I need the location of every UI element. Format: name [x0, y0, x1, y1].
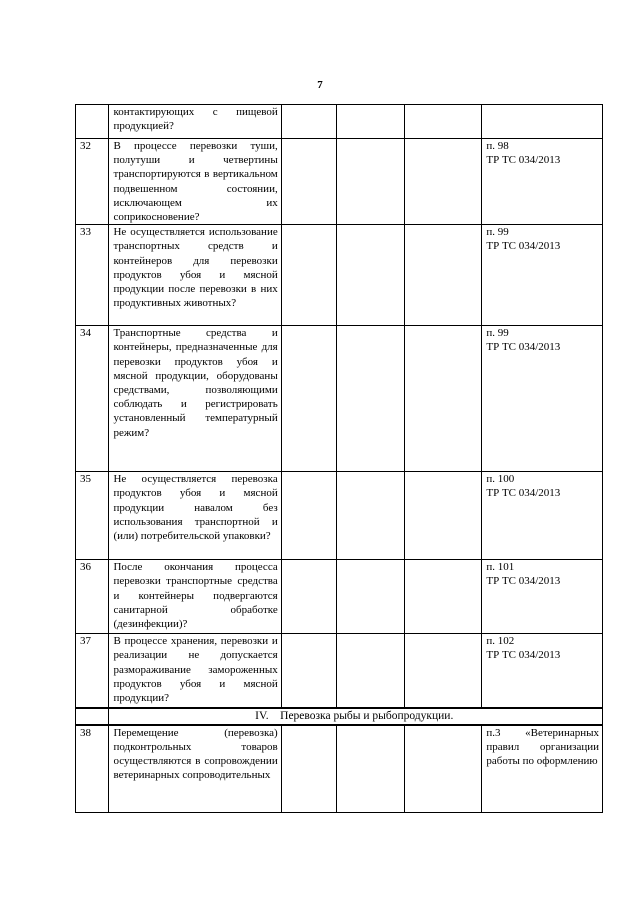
- section-empty-cell: [76, 708, 109, 725]
- table-row: [76, 634, 603, 708]
- answer-cell-no: [337, 560, 405, 634]
- checklist-table: [75, 104, 603, 813]
- answer-cell-na: [405, 225, 482, 326]
- table-row: [76, 225, 603, 326]
- reference-cell: п. 98 ТР ТС 034/2013: [482, 139, 603, 225]
- table-row: [76, 725, 603, 813]
- question-text: Не осуществляется перевозка продуктов убоя и мясной продукции навалом без использования транспортной и (или) потребительской упаковки?: [109, 472, 281, 560]
- answer-cell-yes: [281, 472, 337, 560]
- row-number: 36: [76, 560, 109, 634]
- reference-cell: п. 100 ТР ТС 034/2013: [482, 472, 603, 560]
- reference-cell: п. 102 ТР ТС 034/2013: [482, 634, 603, 708]
- answer-cell-no: [337, 326, 405, 472]
- section-numeral: IV.: [255, 709, 269, 722]
- table-row: [76, 472, 603, 560]
- table-row: [76, 326, 603, 472]
- reference-cell: п. 101 ТР ТС 034/2013: [482, 560, 603, 634]
- answer-cell-no: [337, 725, 405, 813]
- answer-cell-yes: [281, 725, 337, 813]
- answer-cell-no: [337, 634, 405, 708]
- answer-cell-yes: [281, 560, 337, 634]
- answer-cell-no: [337, 139, 405, 225]
- table-row: [76, 560, 603, 634]
- answer-cell-yes: [281, 326, 337, 472]
- row-number: 35: [76, 472, 109, 560]
- answer-cell-na: [405, 725, 482, 813]
- section-header-row: [76, 708, 603, 725]
- answer-cell-yes: [281, 105, 337, 139]
- answer-cell-na: [405, 105, 482, 139]
- answer-cell-na: [405, 560, 482, 634]
- reference-cell: п.3 «Ветеринарных правил организации работы по оформлению: [482, 725, 603, 813]
- question-text: После окончания процесса перевозки транспортные средства и контейнеры подвергаются санитарной обработке (дезинфекции)?: [109, 560, 281, 634]
- question-text: Транспортные средства и контейнеры, предназначенные для перевозки продуктов убоя и мясной продукции, оборудованы средствами, позволяющими соблюдать и регистрировать установленный температурный режим?: [109, 326, 281, 472]
- section-title: [109, 708, 603, 725]
- page-number: 7: [317, 79, 323, 91]
- question-text: Перемещение (перевозка) подконтрольных товаров осуществляются в сопровождении ветеринарных сопроводительных: [109, 725, 281, 813]
- answer-cell-yes: [281, 634, 337, 708]
- question-text: Не осуществляется использование транспортных средств и контейнеров для перевозки продуктов убоя и мясной продукции после перевозки в них продуктивных животных?: [109, 225, 281, 326]
- section-title-text: Перевозка рыбы и рыбопродукции.: [280, 709, 454, 722]
- answer-cell-no: [337, 225, 405, 326]
- row-number: 34: [76, 326, 109, 472]
- answer-cell-na: [405, 634, 482, 708]
- row-number: 33: [76, 225, 109, 326]
- row-number: 32: [76, 139, 109, 225]
- question-text: контактирующих с пищевой продукцией?: [109, 105, 281, 139]
- row-number: 37: [76, 634, 109, 708]
- row-number: [76, 105, 109, 139]
- question-text: В процессе перевозки туши, полутуши и четвертины транспортируются в вертикальном подвешенном состоянии, исключающем их соприкосновение?: [109, 139, 281, 225]
- answer-cell-na: [405, 326, 482, 472]
- row-number: 38: [76, 725, 109, 813]
- table-row: [76, 105, 603, 139]
- reference-cell: [482, 105, 603, 139]
- answer-cell-na: [405, 472, 482, 560]
- question-text: В процессе хранения, перевозки и реализации не допускается размораживание замороженных продуктов убоя и мясной продукции?: [109, 634, 281, 708]
- answer-cell-no: [337, 472, 405, 560]
- answer-cell-yes: [281, 225, 337, 326]
- answer-cell-na: [405, 139, 482, 225]
- reference-cell: п. 99 ТР ТС 034/2013: [482, 225, 603, 326]
- answer-cell-no: [337, 105, 405, 139]
- table-row: [76, 139, 603, 225]
- reference-cell: п. 99 ТР ТС 034/2013: [482, 326, 603, 472]
- answer-cell-yes: [281, 139, 337, 225]
